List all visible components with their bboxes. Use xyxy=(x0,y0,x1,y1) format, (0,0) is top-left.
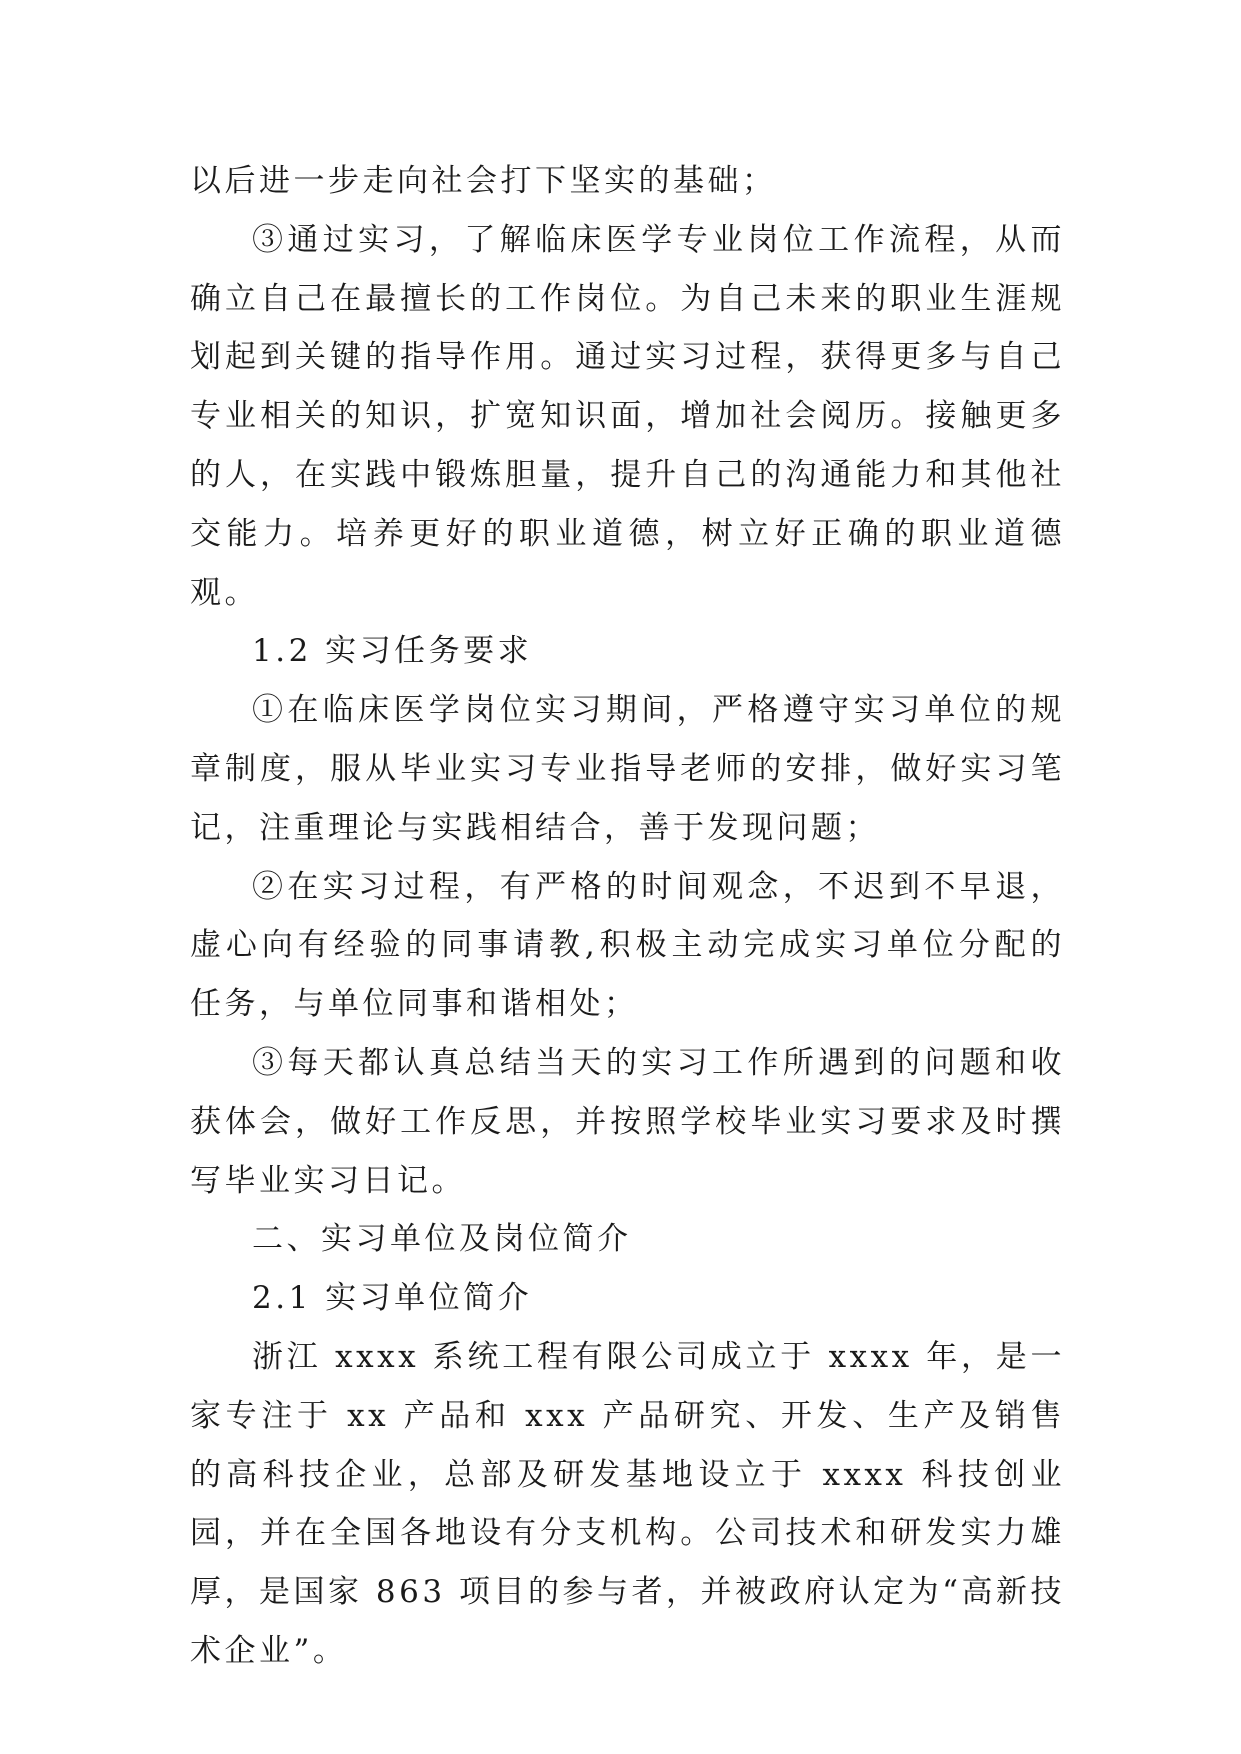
paragraph-company-intro: 浙江 xxxx 系统工程有限公司成立于 xxxx 年，是一家专注于 xx 产品和 xxx 产品研究、开发、生产及销售的高科技企业，总部及研发基地设立于 xxxx 科技创业园，并在全国各地设有分支机构。公司技术和研发实力雄厚，是国家 863 项目的参与者，并被政府认定为“高新技术企业”。 xyxy=(190,1338,1065,1669)
section-heading-1-2: 1.2 实习任务要求 xyxy=(252,633,533,670)
paragraph-requirement-3: ③每天都认真总结当天的实习工作所遇到的问题和收获体会，做好工作反思，并按照学校毕业实习要求及时撰写毕业实习日记。 xyxy=(190,1044,1065,1199)
paragraph-requirement-1: ①在临床医学岗位实习期间，严格遵守实习单位的规章制度，服从毕业实习专业指导老师的安排，做好实习笔记，注重理论与实践相结合，善于发现问题； xyxy=(190,692,1065,846)
paragraph-continuation: 以后进一步走向社会打下坚实的基础； xyxy=(190,163,777,199)
document-body xyxy=(190,152,1065,1681)
paragraph-goal-3: ③通过实习，了解临床医学专业岗位工作流程，从而确立自己在最擅长的工作岗位。为自己未来的职业生涯规划起到关键的指导作用。通过实习过程，获得更多与自己专业相关的知识，扩宽知识面，增加社会阅历。接触更多的人，在实践中锻炼胆量，提升自己的沟通能力和其他社交能力。培养更好的职业道德，树立好正确的职业道德观。 xyxy=(190,221,1065,611)
section-heading-2-1: 2.1 实习单位简介 xyxy=(252,1280,533,1317)
section-heading-2: 二、实习单位及岗位简介 xyxy=(252,1221,632,1258)
paragraph-requirement-2: ②在实习过程，有严格的时间观念，不迟到不早退，虚心向有经验的同事请教,积极主动完成实习单位分配的任务，与单位同事和谐相处； xyxy=(190,868,1065,1023)
